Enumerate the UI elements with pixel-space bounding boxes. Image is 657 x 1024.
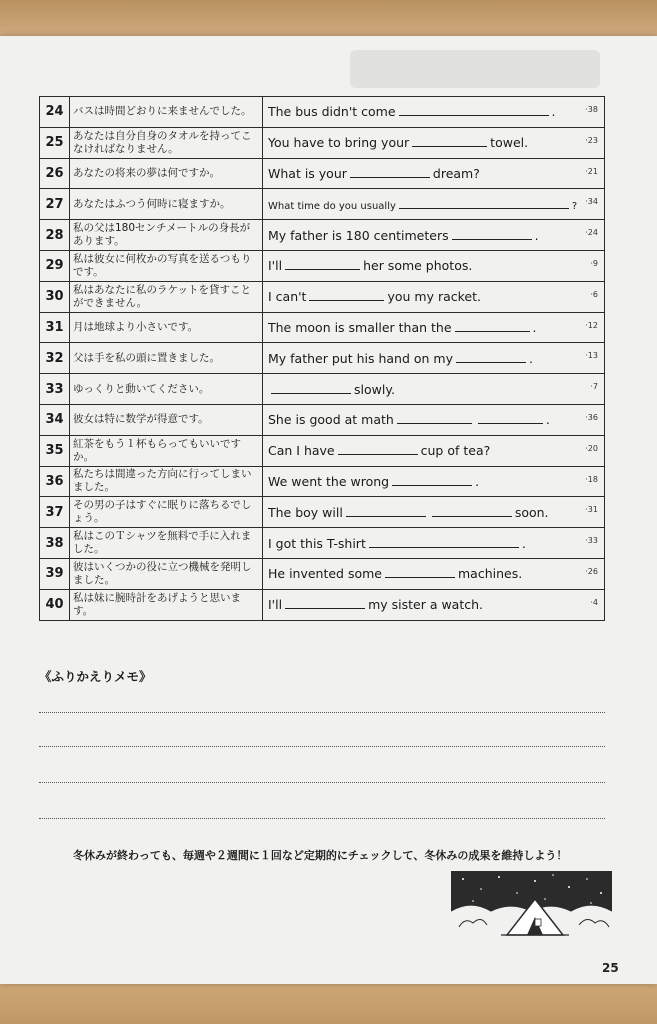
japanese-sentence: 私は妹に腕時計をあげようと思います。 (70, 589, 263, 620)
english-sentence (263, 127, 605, 158)
table-row (40, 497, 605, 528)
japanese-sentence: あなたの将来の夢は何ですか。 (70, 158, 263, 189)
reference-number: ·13 (585, 351, 598, 361)
question-number: 31 (40, 312, 70, 343)
english-sentence (263, 528, 605, 559)
answer-blank[interactable] (346, 505, 426, 517)
japanese-sentence: バスは時間どおりに来ませんでした。 (70, 97, 263, 128)
question-number: 24 (40, 97, 70, 128)
table-row (40, 558, 605, 589)
sentence-text-after: . (529, 350, 533, 366)
table-row (40, 466, 605, 497)
japanese-sentence: 月は地球より小さいです。 (70, 312, 263, 343)
reference-number: ·38 (585, 105, 598, 114)
sentence-text-before: The boy will (268, 504, 343, 520)
english-sentence (263, 466, 605, 497)
table-row (40, 220, 605, 251)
sentence-text-after: dream? (432, 165, 480, 181)
sentence-text-after: her some photos. (363, 258, 473, 274)
wooden-table-bottom (0, 980, 657, 1024)
japanese-sentence: その男の子はすぐに眠りに落ちるでしょう。 (70, 497, 263, 528)
sentence-text-after: . (475, 473, 480, 489)
table-row (40, 281, 605, 312)
sentence-text-after: you my racket. (387, 289, 481, 305)
reference-number: ·18 (585, 474, 598, 484)
question-number: 25 (40, 127, 70, 158)
english-sentence (263, 158, 605, 189)
sentence-text-after: . (545, 412, 550, 428)
vocab-check-table (39, 96, 605, 621)
memo-line[interactable] (39, 818, 605, 819)
reference-number: ·34 (585, 197, 598, 207)
japanese-sentence: 私は彼女に何枚かの写真を送るつもりです。 (70, 250, 263, 281)
question-number: 27 (40, 189, 70, 220)
answer-blank[interactable] (309, 289, 384, 301)
question-number: 40 (40, 589, 70, 620)
sentence-text-before: My father is 180 centimeters (268, 227, 449, 243)
reference-number: ·23 (585, 135, 598, 145)
japanese-sentence: ゆっくりと動いてください。 (70, 374, 263, 405)
sentence-text-after: cup of tea? (420, 443, 491, 459)
table-row (40, 404, 605, 435)
answer-blank[interactable] (455, 320, 530, 332)
reference-number: ·12 (585, 320, 598, 330)
sentence-text-before: What is your (268, 165, 347, 181)
question-number: 28 (40, 220, 70, 251)
japanese-sentence: 私はこのＴシャツを無料で手に入れました。 (70, 528, 263, 559)
english-sentence (263, 435, 605, 466)
japanese-sentence: 父は手を私の頭に置きました。 (70, 343, 263, 374)
sentence-text-before: My father put his hand on my (268, 350, 453, 366)
answer-blank[interactable] (385, 566, 455, 578)
english-sentence (263, 97, 605, 128)
sentence-text-after: soon. (514, 504, 549, 520)
answer-blank[interactable] (432, 505, 512, 517)
english-sentence (263, 497, 605, 528)
english-sentence (263, 250, 605, 281)
english-sentence (263, 220, 605, 251)
memo-heading: 《ふりかえりメモ》 (39, 669, 152, 684)
english-sentence (263, 404, 605, 435)
japanese-sentence: 私はあなたに私のラケットを貸すことができません。 (70, 281, 263, 312)
reference-number: ·4 (590, 597, 598, 607)
reference-number: ·7 (590, 382, 598, 392)
japanese-sentence: あなたは自分自身のタオルを持ってこなければなりません。 (70, 127, 263, 158)
answer-blank[interactable] (452, 228, 532, 240)
tent-night-icon (451, 871, 612, 939)
english-sentence (263, 189, 605, 220)
table-row (40, 528, 605, 559)
japanese-sentence: 私の父は180センチメートルの身長があります。 (70, 220, 263, 251)
sentence-text-after: machines. (458, 566, 523, 582)
answer-blank[interactable] (478, 412, 543, 424)
answer-blank[interactable] (369, 536, 519, 548)
sentence-text-after: . (551, 104, 556, 120)
english-sentence (263, 312, 605, 343)
english-sentence (263, 374, 605, 405)
japanese-sentence: 紅茶をもう１杯もらってもいいですか。 (70, 435, 263, 466)
sentence-text-after: slowly. (354, 381, 395, 397)
sentence-text-before: I'll (268, 258, 283, 274)
table-row (40, 189, 605, 220)
sentence-text-after: . (534, 227, 539, 243)
table-row (40, 435, 605, 466)
answer-blank[interactable] (271, 382, 351, 394)
table-row (40, 374, 605, 405)
tent-illustration (451, 871, 612, 939)
show-through-header (350, 50, 600, 88)
japanese-sentence: 彼はいくつかの役に立つ機械を発明しました。 (70, 558, 263, 589)
question-number: 29 (40, 250, 70, 281)
reference-number: ·20 (585, 443, 598, 453)
question-number: 35 (40, 435, 70, 466)
table-row (40, 250, 605, 281)
question-number: 32 (40, 343, 70, 374)
answer-blank[interactable] (399, 197, 569, 209)
table-row (40, 97, 605, 128)
answer-blank[interactable] (456, 351, 526, 363)
japanese-sentence: 彼女は特に数学が得意です。 (70, 404, 263, 435)
sentence-text-before: You have to bring your (268, 135, 410, 151)
japanese-sentence: 私たちは間違った方向に行ってしまいました。 (70, 466, 263, 497)
reference-number: ·31 (585, 505, 598, 515)
sentence-text-before: She is good at math (268, 412, 394, 428)
table-row (40, 589, 605, 620)
reference-number: ·33 (585, 536, 598, 546)
reference-number: ·26 (585, 566, 598, 576)
sentence-text-after: ? (571, 200, 578, 212)
sentence-text-before: He invented some (268, 566, 382, 582)
sentence-text-before: Can I have (268, 443, 335, 459)
question-number: 38 (40, 528, 70, 559)
reference-number: ·21 (585, 166, 598, 176)
japanese-sentence: あなたはふつう何時に寝ますか。 (70, 189, 263, 220)
sentence-text-before: We went the wrong (268, 473, 390, 489)
question-number: 37 (40, 497, 70, 528)
answer-blank[interactable] (350, 166, 430, 178)
memo-line[interactable] (39, 712, 605, 713)
memo-line[interactable] (39, 746, 605, 747)
answer-blank[interactable] (399, 104, 549, 116)
sentence-text-before: What time do you usually (268, 200, 396, 212)
answer-blank[interactable] (285, 258, 360, 270)
sentence-text-before: I can't (268, 289, 307, 305)
answer-blank[interactable] (338, 443, 418, 455)
reference-number: ·24 (585, 228, 598, 238)
question-number: 39 (40, 558, 70, 589)
sentence-text-before: I'll (268, 597, 283, 613)
answer-blank[interactable] (397, 412, 472, 424)
question-number: 34 (40, 404, 70, 435)
english-sentence (263, 281, 605, 312)
english-sentence (263, 558, 605, 589)
answer-blank[interactable] (412, 135, 487, 147)
reference-number: ·36 (585, 412, 598, 422)
sentence-text-before: The bus didn't come (268, 104, 396, 120)
memo-line[interactable] (39, 782, 605, 783)
page-number: 25 (602, 961, 619, 975)
english-sentence (263, 343, 605, 374)
sentence-text-after: . (532, 319, 537, 335)
sentence-text-before: The moon is smaller than the (268, 319, 452, 335)
answer-blank[interactable] (392, 474, 472, 486)
question-number: 26 (40, 158, 70, 189)
english-sentence (263, 589, 605, 620)
reference-number: ·6 (590, 289, 598, 299)
sentence-text-after: . (521, 535, 526, 551)
table-row (40, 343, 605, 374)
question-number: 30 (40, 281, 70, 312)
question-number: 36 (40, 466, 70, 497)
footer-message: 冬休みが終わっても、毎週や２週間に１回など定期的にチェックして、冬休みの成果を維持しよう！ (73, 849, 568, 862)
table-row (40, 127, 605, 158)
sentence-text-after: my sister a watch. (368, 597, 484, 613)
question-number: 33 (40, 374, 70, 405)
sentence-text-before: I got this T-shirt (268, 535, 366, 551)
reference-number: ·9 (590, 258, 598, 268)
answer-blank[interactable] (285, 597, 365, 609)
sentence-text-after: towel. (490, 135, 529, 151)
table-row (40, 312, 605, 343)
table-row (40, 158, 605, 189)
